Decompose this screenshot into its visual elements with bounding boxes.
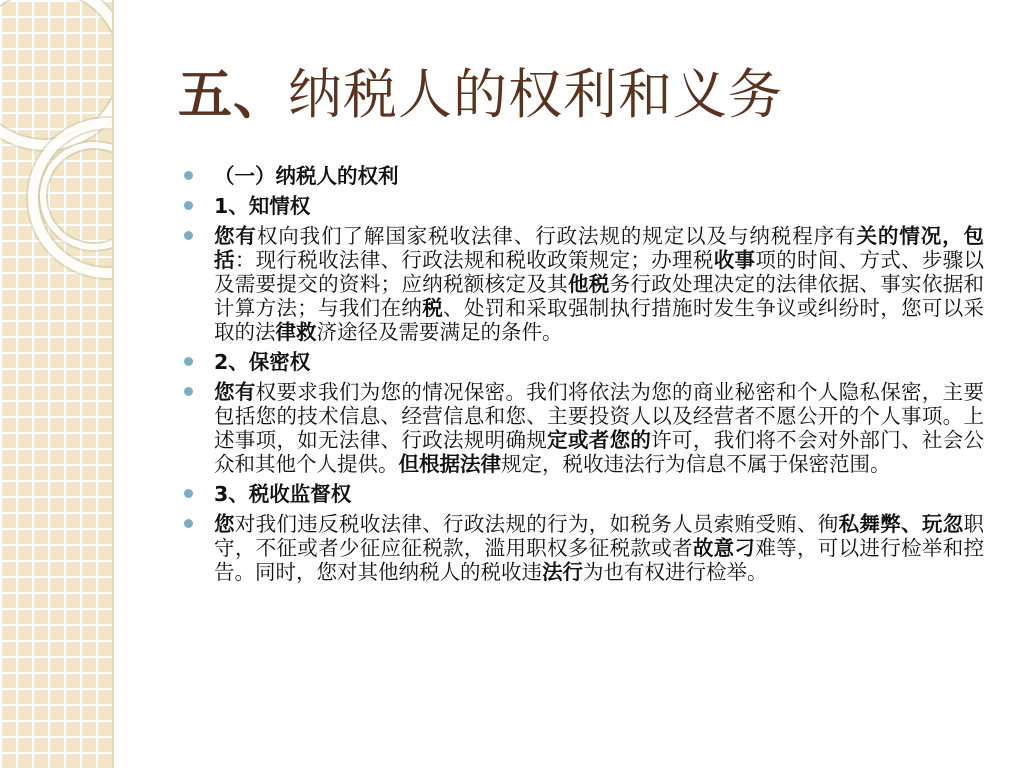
emphasis-text: 税: [422, 296, 444, 320]
emphasis-text: 您有: [214, 224, 257, 248]
paragraph-text: 权向我们了解国家税收法律、行政法规的规定以及与纳税程序有: [256, 224, 857, 248]
emphasis-text: 收事: [713, 248, 756, 272]
bullet-icon: [184, 231, 193, 240]
list-item: [184, 350, 984, 374]
paragraph-text: 对我们违反税收法律、行政法规的行为，如税务人员索贿受贿、徇: [234, 512, 839, 536]
list-item: [184, 380, 984, 476]
emphasis-text: 您有: [214, 380, 256, 404]
emphasis-text: 他税: [567, 272, 610, 296]
title-text: 纳税人的权利和义务: [288, 63, 783, 126]
list-item: [184, 224, 984, 344]
emphasis-text: 关的情况，包括: [214, 224, 985, 272]
paragraph-text: 难等，可以进行检举和控告。同时，您对其他纳税人的税收违: [214, 536, 985, 584]
paragraph-text: 职守，不征或者少征应征税款，滥用职权多征税款或者: [214, 512, 985, 560]
bullet-icon: [184, 387, 193, 396]
list-item: [184, 512, 984, 584]
bullet-list: [184, 164, 984, 590]
paragraph-text: 、处罚和采取强制执行措施时发生争议或纠纷时，您可以采取的法: [214, 296, 985, 344]
section-heading: 3、税收监督权: [214, 482, 352, 506]
paragraph-text: 许可，我们将不会对外部门、社会公众和其他个人提供。: [214, 428, 985, 476]
section-heading: （一）纳税人的权利: [214, 164, 399, 188]
bullet-icon: [184, 489, 193, 498]
paragraph-text: 济途径及需要满足的条件。: [316, 320, 563, 344]
list-item: [184, 194, 984, 218]
decorative-side-panel: [0, 0, 114, 768]
list-item: [184, 164, 984, 188]
bullet-icon: [184, 357, 193, 366]
paragraph-text: 项的时间、方式、步骤以及需要提交的资料；应纳税额核定及其: [214, 248, 985, 296]
emphasis-text: 律救: [275, 320, 317, 344]
emphasis-text: 但根据法律: [398, 452, 501, 476]
emphasis-text: 您: [214, 512, 235, 536]
paragraph-text: ：现行税收法律、行政法规和税收政策规定；办理税: [234, 248, 714, 272]
paragraph-text: 为也有权进行检举。: [583, 560, 768, 584]
bullet-icon: [184, 519, 193, 528]
paragraph-text: 规定，税收违法行为信息不属于保密范围。: [501, 452, 891, 476]
bullet-icon: [184, 171, 193, 180]
emphasis-text: 法行: [542, 560, 583, 584]
paragraph-text: 权要求我们为您的情况保密。我们将依法为您的商业秘密和个人隐私保密，主要包括您的技术信息、经营信息和您、主要投资人以及经营者不愿公开的个人事项。上述事项，如无法律、行政法规明确规: [214, 380, 984, 452]
emphasis-text: 故意刁: [692, 536, 756, 560]
title-number: 五、: [178, 63, 288, 126]
emphasis-text: 定或者您的: [547, 428, 652, 452]
bullet-icon: [184, 201, 193, 210]
section-heading: 1、知情权: [214, 194, 311, 218]
list-item: [184, 482, 984, 506]
slide-title: [178, 52, 783, 129]
section-heading: 2、保密权: [214, 350, 311, 374]
paragraph-text: 务行政处理决定的法律依据、事实依据和计算方法；与我们在纳: [214, 272, 985, 320]
emphasis-text: 私舞弊、玩忽: [838, 512, 964, 536]
